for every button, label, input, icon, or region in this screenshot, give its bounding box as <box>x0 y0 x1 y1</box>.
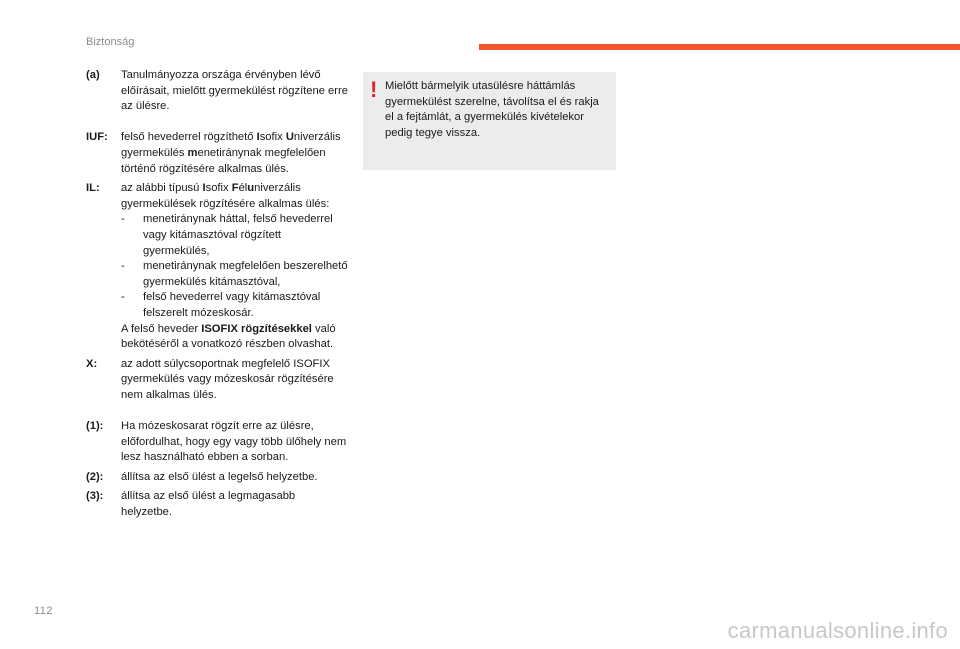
definition-term: X: <box>86 357 98 370</box>
header-accent-bar <box>479 44 960 50</box>
note-term: (1): <box>86 420 104 433</box>
note-2 <box>86 470 348 486</box>
page-number: 112 <box>34 605 54 617</box>
warning-box <box>363 72 616 170</box>
note-term: (3): <box>86 490 104 503</box>
note-1 <box>86 419 348 466</box>
definition-x <box>86 357 348 404</box>
definitions-column <box>86 68 348 525</box>
bullet-item: - menetiránynak megfelelően beszerelhető gyermekülés kitámasztóval, <box>121 260 348 288</box>
definition-text: az adott súlycsoportnak megfelelő ISOFIX gyermekülés vagy mózeskosár rögzítésére nem alkalmas ülés. <box>121 357 334 401</box>
definition-iuf <box>86 130 348 177</box>
isofix-reference: A felső heveder ISOFIX rögzítésekkel való bekötéséről a vonatkozó részben olvashat. <box>121 322 336 351</box>
warning-exclamation-icon: ! <box>370 77 378 102</box>
note-3 <box>86 489 348 520</box>
definition-text: felső hevederrel rögzíthető Isofix Univerzális gyermekülés menetiránynak megfelelően történő rögzítésére alkalmas ülés. <box>121 131 341 175</box>
note-text: Ha mózeskosarat rögzít erre az ülésre, előfordulhat, hogy egy vagy több ülőhely nem lesz használható ebben a sorban. <box>121 420 347 464</box>
bullet-item: - menetiránynak háttal, felső hevederrel vagy kitámasztóval rögzített gyermekülés, <box>121 213 333 257</box>
note-term: (2): <box>86 470 104 483</box>
warning-text: Mielőtt bármelyik utasülésre háttámlás gyermekülést szerelne, távolítsa el és rakja el a fejtámlát, a gyermekülés kivételekor pedig tegye vissza. <box>385 80 599 139</box>
section-title: Biztonság <box>86 36 135 48</box>
definition-term: IUF: <box>86 131 108 144</box>
bullet-item: - felső hevederrel vagy kitámasztóval felszerelt mózeskosár. <box>121 291 321 319</box>
definition-text: az alábbi típusú Isofix Féluniverzális gyermekülések rögzítésére alkalmas ülés: - menetiránynak háttal, felső hevederrel vagy kitámasztóval rögzített gyermekülés, - menetiránynak megfelelően beszerelhető gyermekülés kitámasztóval, - felső hevederrel vagy kitámasztóval felszerelt mózeskosár. A felső heveder ISOFIX rögzítésekkel való bekötéséről a vonatkozó részben olvashat. <box>121 181 348 353</box>
definition-text: Tanulmányozza országa érvényben lévő előírásait, mielőtt gyermekülést rögzítene erre az ülésre. <box>121 69 348 113</box>
notes-list <box>86 419 348 521</box>
watermark: carmanualsonline.info <box>727 618 948 643</box>
definition-a <box>86 68 348 115</box>
definition-term: IL: <box>86 182 100 195</box>
definition-term: (a) <box>86 69 100 81</box>
note-text: állítsa az első ülést a legmagasabb helyzetbe. <box>121 490 296 519</box>
note-text: állítsa az első ülést a legelső helyzetbe. <box>121 470 318 483</box>
definition-il <box>86 181 348 353</box>
